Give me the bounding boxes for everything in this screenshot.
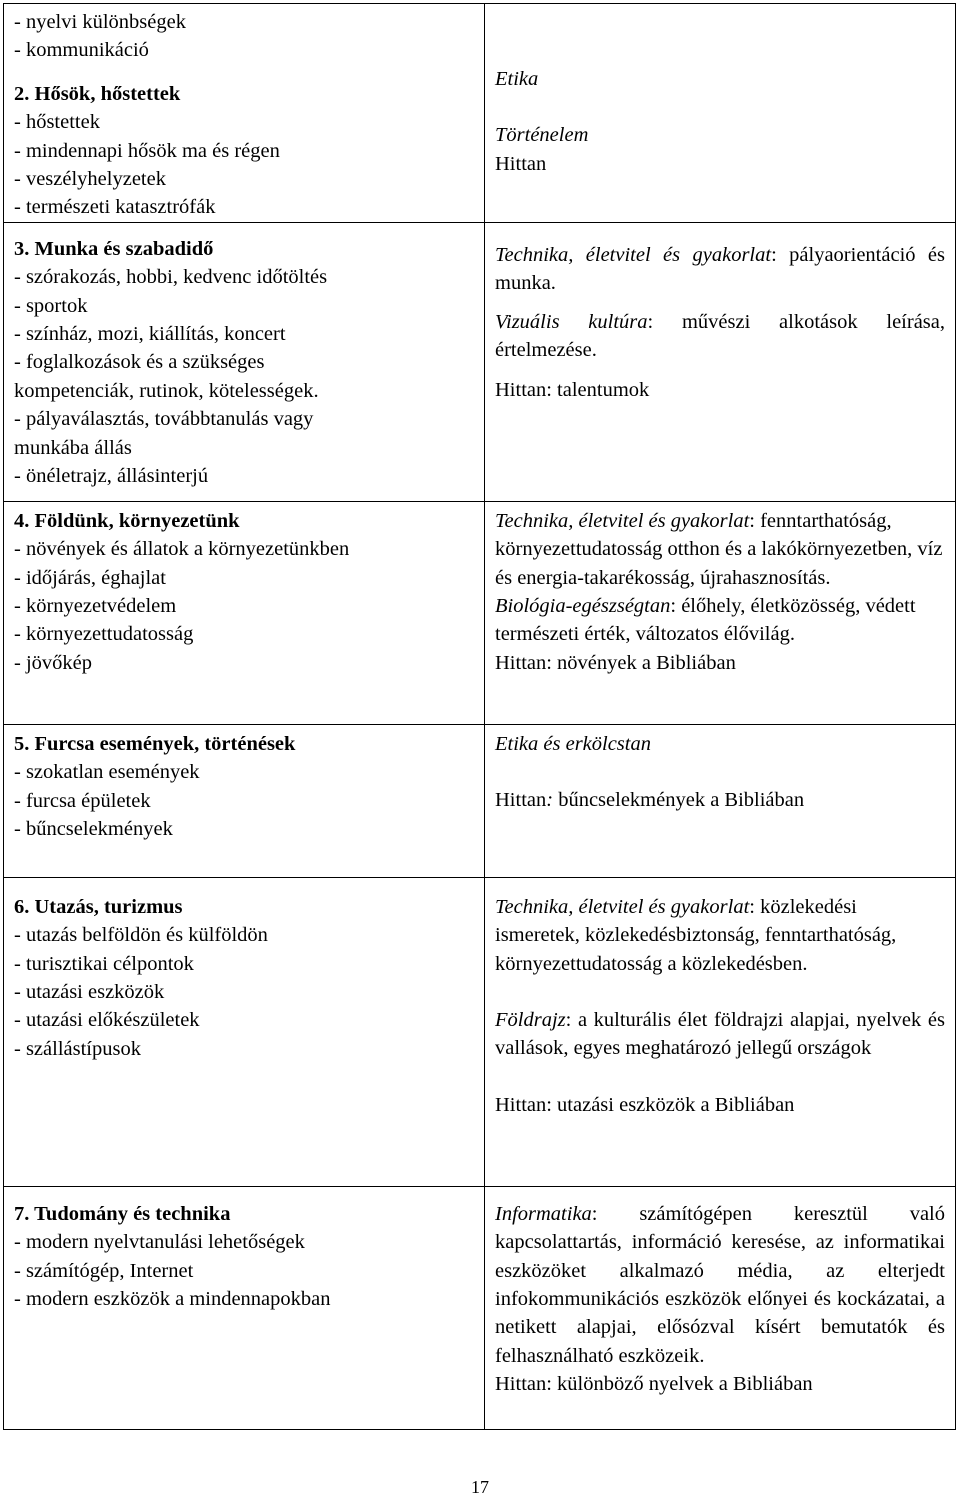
subject-hittan: Hittan: különböző nyelvek a Bibliában: [495, 1373, 813, 1396]
topic-item: - környezetvédelem: [14, 595, 177, 618]
topic-item: - szórakozás, hobbi, kedvenc időtöltés: [14, 266, 328, 289]
table-row: [4, 222, 956, 501]
topic-item: - utazási előkészületek: [14, 1009, 200, 1032]
subject-etika: Etika: [495, 68, 539, 90]
subject-description: bűncselekmények a Bibliában: [553, 789, 805, 812]
topic-item: - szállástípusok: [14, 1037, 141, 1060]
subject-name: Biológia-egészségtan: [495, 595, 671, 618]
topic-item: munkába állás: [14, 436, 132, 459]
topic-heading: 3. Munka és szabadidő: [14, 237, 214, 260]
subject-cell: [485, 222, 956, 501]
topic-item: - jövőkép: [14, 651, 92, 674]
topic-item: - pályaválasztás, továbbtanulás vagy: [14, 408, 314, 431]
subject-cell: [485, 877, 956, 1186]
subject-name: Vizuális kultúra: [495, 310, 648, 333]
table-row: [4, 724, 956, 877]
topic-item: - színház, mozi, kiállítás, koncert: [14, 323, 286, 346]
topic-item: - modern eszközök a mindennapokban: [14, 1288, 331, 1311]
topic-item: - sportok: [14, 294, 88, 317]
topic-cell: [4, 222, 485, 501]
subject-colon: :: [546, 789, 554, 812]
topic-heading: 5. Furcsa események, történések: [14, 732, 296, 755]
topic-heading: 2. Hősök, hőstettek: [14, 82, 181, 105]
topic-item: - utazás belföldön és külföldön: [14, 924, 268, 947]
curriculum-table: [3, 3, 956, 1430]
subject-etika: Etika és erkölcstan: [495, 732, 651, 755]
subject-name: Technika, életvitel és gyakorlat: [495, 509, 750, 532]
subject-hittan: Hittan: növények a Bibliában: [495, 651, 736, 674]
subject-paragraph: [495, 241, 945, 298]
subject-paragraph: [495, 507, 945, 592]
topic-item: kompetenciák, rutinok, kötelességek.: [14, 379, 319, 402]
subject-name: Hittan: [495, 789, 547, 812]
subject-cell: [485, 1186, 956, 1429]
topic-item: - növények és állatok a környezetünkben: [14, 538, 350, 561]
topic-cell: [4, 501, 485, 724]
subject-hittan: Hittan: utazási eszközök a Bibliában: [495, 1093, 795, 1116]
topic-item: - környezettudatosság: [14, 623, 194, 646]
subject-paragraph: [495, 308, 945, 365]
topic-item: - természeti katasztrófák: [14, 196, 216, 219]
subject-description: : fenntarthatóság, környezettudatosság otthon és a lakókörnyezetben, víz és energia-takarékosság, újrahasznosítás.: [495, 509, 943, 589]
subject-hittan: Hittan: [495, 152, 547, 175]
subject-paragraph: [495, 786, 945, 814]
subject-description: : számítógépen keresztül való kapcsolattartás, információ keresése, az informatikai eszközöket alkalmazó média, az elterjedt infokommunikációs eszközök előnyei és kockázatai, a netikett alapjai, elősózval kísért bemutatók és felhasználható eszközeik.: [495, 1202, 945, 1367]
subject-paragraph: [495, 893, 945, 978]
topic-item: - turisztikai célpontok: [14, 952, 194, 975]
table-row: [4, 501, 956, 724]
topic-cell: [4, 4, 485, 223]
subject-name: Technika, életvitel és gyakorlat: [495, 243, 772, 266]
subject-description: : élőhely, életközösség, védett természeti érték, változatos élővilág.: [495, 595, 916, 646]
table-row: [4, 1186, 956, 1429]
subject-cell: [485, 501, 956, 724]
subject-name: Földrajz: [495, 1009, 566, 1032]
topic-item: - hőstettek: [14, 111, 100, 134]
subject-hittan: Hittan: talentumok: [495, 379, 650, 402]
topic-item: - furcsa épületek: [14, 789, 151, 812]
topic-item: - kommunikáció: [14, 39, 149, 62]
topic-item: - önéletrajz, állásinterjú: [14, 465, 209, 488]
subject-paragraph: [495, 1200, 945, 1370]
topic-cell: [4, 877, 485, 1186]
topic-heading: 7. Tudomány és technika: [14, 1202, 231, 1225]
subject-cell: [485, 724, 956, 877]
subject-description: : a kulturális élet földrajzi alapjai, nyelvek és vallások, egyes meghatározó jellegű országok: [495, 1009, 945, 1060]
topic-item: - foglalkozások és a szükséges: [14, 351, 265, 374]
topic-heading: 4. Földünk, környezetünk: [14, 509, 240, 532]
topic-heading: 6. Utazás, turizmus: [14, 895, 183, 918]
table-row: [4, 877, 956, 1186]
subject-description: : művészi alkotások leírása, értelmezése.: [495, 310, 946, 362]
table-row: [4, 4, 956, 77]
subject-description: : pályaorientáció és munka.: [495, 243, 945, 295]
subject-paragraph: [495, 592, 945, 649]
topic-item: - nyelvi különbségek: [14, 11, 186, 33]
page-number: 17: [471, 1477, 489, 1497]
subject-name: Technika, életvitel és gyakorlat: [495, 895, 750, 918]
topic-item: - modern nyelvtanulási lehetőségek: [14, 1231, 305, 1254]
topic-item: - számítógép, Internet: [14, 1259, 194, 1282]
subject-paragraph: [495, 1006, 945, 1063]
topic-item: - veszélyhelyzetek: [14, 168, 166, 191]
subject-name: Informatika: [495, 1202, 592, 1225]
topic-cell: [4, 724, 485, 877]
topic-item: - időjárás, éghajlat: [14, 566, 166, 589]
subject-tortenelem: Történelem: [495, 124, 589, 147]
subject-description: : közlekedési ismeretek, közlekedésbiztonság, fenntarthatóság, környezettudatosság a közlekedésben.: [495, 895, 897, 975]
subject-cell: [485, 4, 956, 223]
topic-cell: [4, 1186, 485, 1429]
topic-item: - szokatlan események: [14, 761, 200, 784]
topic-item: - mindennapi hősök ma és régen: [14, 139, 280, 162]
topic-item: - bűncselekmények: [14, 818, 173, 841]
topic-item: - utazási eszközök: [14, 981, 165, 1004]
